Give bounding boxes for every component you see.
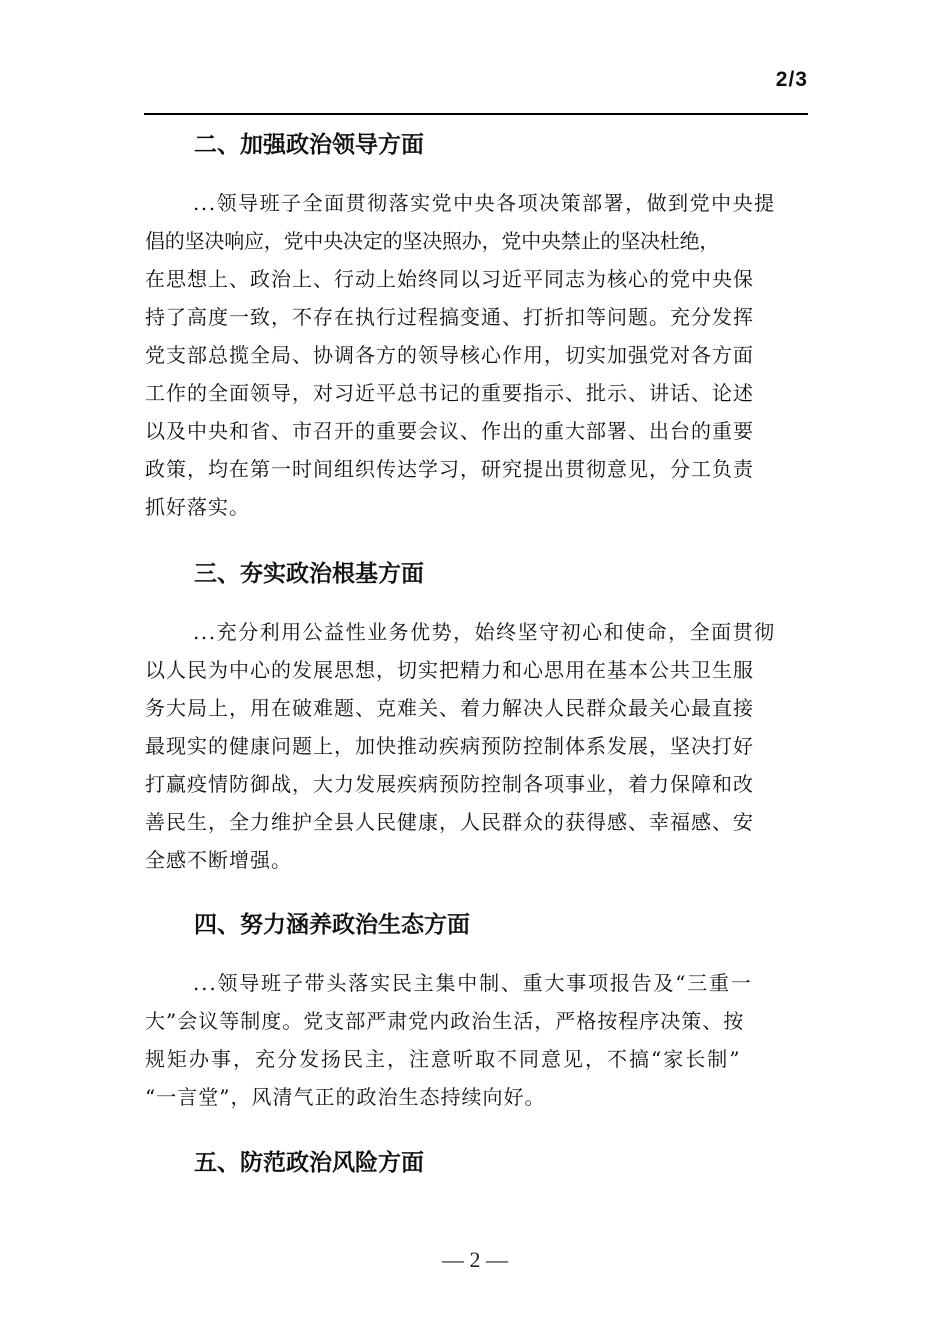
paragraph-line: 以及中央和省、市召开的重要会议、作出的重大部署、出台的重要 <box>145 419 754 443</box>
section-heading: 四、努力涵养政治生态方面 <box>194 912 470 938</box>
section-paragraph <box>145 184 808 526</box>
section-heading: 三、夯实政治根基方面 <box>194 561 424 587</box>
paragraph-line: ...领导班子带头落实民主集中制、重大事项报告及“三重一 <box>193 971 753 995</box>
paragraph-line: ...充分利用公益性业务优势，始终坚守初心和使命，全面贯彻 <box>193 620 776 644</box>
section-paragraph <box>145 613 808 879</box>
paragraph-line: 打赢疫情防御战，大力发展疾病预防控制各项事业，着力保障和改 <box>145 772 754 796</box>
section-heading: 二、加强政治领导方面 <box>194 132 424 158</box>
paragraph-line: ...领导班子全面贯彻落实党中央各项决策部署，做到党中央提 <box>193 191 776 215</box>
paragraph-line: 政策，均在第一时间组织传达学习，研究提出贯彻意见，分工负责 <box>145 457 754 481</box>
paragraph-line: 以人民为中心的发展思想，切实把精力和心思用在基本公共卫生服 <box>145 658 754 682</box>
paragraph-line: 持了高度一致，不存在执行过程搞变通、打折扣等问题。充分发挥 <box>145 305 754 329</box>
page-indicator: 2/3 <box>775 68 808 91</box>
paragraph-line: 党支部总揽全局、协调各方的领导核心作用，切实加强党对各方面 <box>145 343 754 367</box>
paragraph-line: 大”会议等制度。党支部严肃党内政治生活，严格按程序决策、按 <box>145 1009 745 1033</box>
page-number-footer: — 2 — <box>442 1247 508 1272</box>
paragraph-line: 抓好落实。 <box>145 495 250 519</box>
section-heading: 五、防范政治风险方面 <box>194 1150 424 1176</box>
paragraph-line: 工作的全面领导，对习近平总书记的重要指示、批示、讲话、论述 <box>145 381 754 405</box>
paragraph-line: 在思想上、政治上、行动上始终同以习近平同志为核心的党中央保 <box>145 267 754 291</box>
section-paragraph <box>145 964 808 1116</box>
header-divider <box>144 113 808 115</box>
paragraph-line: 规矩办事，充分发扬民主，注意听取不同意见，不搞“家长制” <box>145 1047 742 1071</box>
paragraph-line: “一言堂”，风清气正的政治生态持续向好。 <box>145 1085 546 1109</box>
paragraph-line: 最现实的健康问题上，加快推动疾病预防控制体系发展，坚决打好 <box>145 734 754 758</box>
paragraph-line: 倡的坚决响应，党中央决定的坚决照办，党中央禁止的坚决杜绝， <box>145 229 720 253</box>
paragraph-line: 善民生，全力维护全县人民健康，人民群众的获得感、幸福感、安 <box>145 810 754 834</box>
paragraph-line: 务大局上，用在破难题、克难关、着力解决人民群众最关心最直接 <box>145 696 754 720</box>
paragraph-line: 全感不断增强。 <box>145 848 292 872</box>
